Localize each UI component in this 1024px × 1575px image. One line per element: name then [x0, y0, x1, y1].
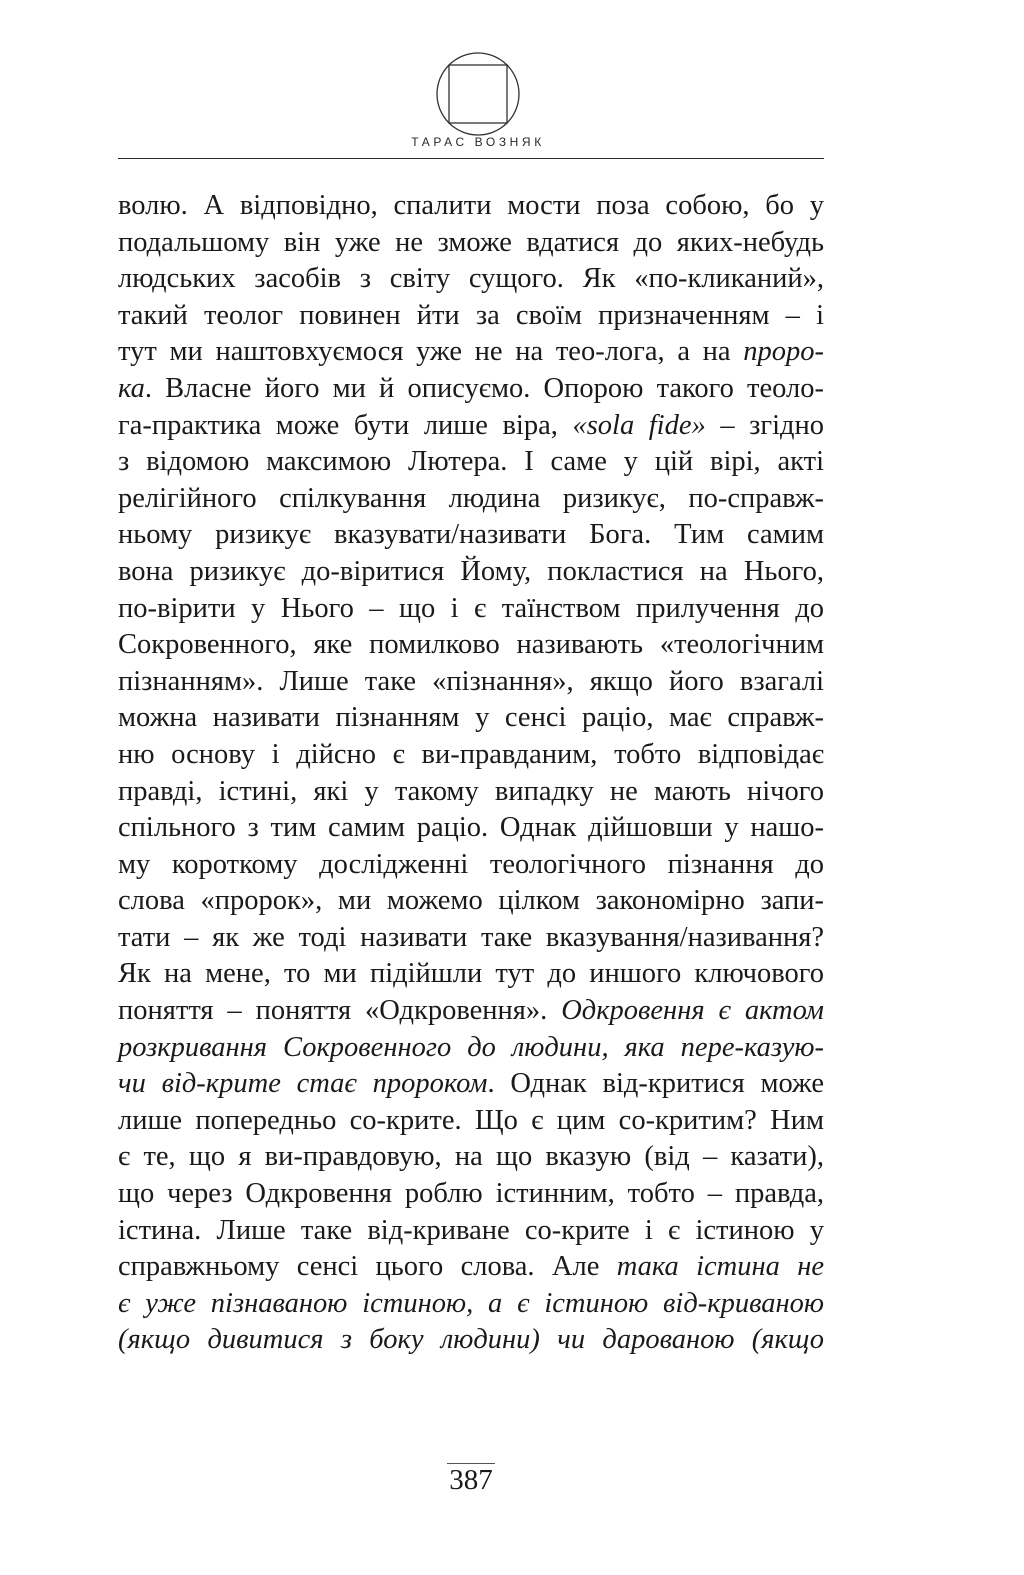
text-line [118, 554, 824, 591]
text-line [118, 737, 824, 774]
text-line [118, 1322, 824, 1359]
text-line [118, 591, 824, 628]
italic-text-span: чи від-крите стає пророком [118, 1068, 488, 1100]
text-span: що через Одкровення роблю істинним, тобто – правда, [118, 1178, 824, 1210]
text-line [118, 664, 824, 701]
text-span: правді, істині, які у такому випадку не мають нічого [118, 775, 824, 807]
italic-text-span: ка [118, 372, 145, 404]
text-line [118, 1286, 824, 1323]
text-line [118, 371, 824, 408]
text-line [118, 517, 824, 554]
text-span: є те, що я ви-правдовую, на що вказую (від – казати), [118, 1141, 824, 1173]
text-span: з відомою максимою Лютера. І саме у цій вірі, акті [118, 446, 824, 478]
text-line [118, 993, 824, 1030]
italic-text-span: «sola fide» [572, 409, 706, 441]
text-span: поняття – поняття «Одкровення». [118, 995, 562, 1027]
text-span: – згідно [705, 409, 824, 441]
text-line [118, 1213, 824, 1250]
text-span: справжньому сенсі цього слова. Але [118, 1251, 617, 1283]
header-rule [118, 158, 824, 159]
text-line [118, 920, 824, 957]
circle-square-emblem-icon [434, 50, 522, 138]
text-line [118, 261, 824, 298]
text-line [118, 1176, 824, 1213]
text-span: такий теолог повинен йти за своїм призначенням – і [118, 299, 824, 331]
page-number [0, 1463, 942, 1497]
text-span: тут ми наштовхуємося уже не на тео-лога, а на [118, 336, 744, 368]
text-line [118, 1103, 824, 1140]
text-span: ньому ризикує вказувати/називати Бога. Тим самим [118, 519, 824, 551]
text-span: подальшому він уже не зможе вдатися до яких-небудь [118, 226, 824, 258]
text-span: спільного з тим самим раціо. Однак дійшовши у нашо- [118, 812, 824, 844]
italic-text-span: є уже пізнаваною істиною, а є істиною від-криваною [118, 1287, 824, 1319]
text-span: істина. Лише таке від-криване со-крите і є істиною у [118, 1214, 824, 1246]
text-line [118, 481, 824, 518]
italic-text-span: розкривання Сокровенного до людини, яка пере-казую- [118, 1031, 824, 1063]
text-span: слова «пророк», ми можемо цілком закономірно запи- [118, 885, 824, 917]
text-span: лише попередньо со-крите. Що є цим со-критим? Ним [118, 1104, 824, 1136]
italic-text-span: Одкровення є актом [561, 995, 824, 1027]
text-span: вона ризикує до-віритися Йому, покластися на Нього, [118, 555, 824, 587]
text-line [118, 627, 824, 664]
text-line [118, 847, 824, 884]
text-line [118, 1249, 824, 1286]
text-line [118, 810, 824, 847]
text-span: му короткому дослідженні теологічного пізнання до [118, 848, 824, 880]
text-line [118, 956, 824, 993]
text-span: га-практика може бути лише віра, [118, 409, 573, 441]
text-span: по-вірити у Нього – що і є таїнством прилучення до [118, 592, 824, 624]
text-span: . Однак від-критися може [487, 1068, 824, 1100]
running-head-author: ТАРАС ВОЗНЯК [411, 135, 545, 149]
text-line [118, 1139, 824, 1176]
text-span: Сокровенного, яке помилково називають «теологічним [118, 629, 824, 661]
text-line [118, 188, 824, 225]
text-span: . Власне його ми й описуємо. Опорою такого теоло- [144, 372, 824, 404]
italic-text-span: (якщо дивитися з боку людини) чи дарованою (якщо [118, 1324, 824, 1356]
text-span: людських засобів з світу сущого. Як «по-кликаний», [118, 263, 824, 295]
text-line [118, 1066, 824, 1103]
italic-text-span: проро- [743, 336, 824, 368]
italic-text-span: така істина не [616, 1251, 824, 1283]
text-line [118, 225, 824, 262]
text-span: пізнанням». Лише таке «пізнання», якщо його взагалі [118, 665, 824, 697]
text-span: тати – як же тоді називати таке вказування/називання? [118, 921, 824, 953]
text-line [118, 774, 824, 811]
text-line [118, 700, 824, 737]
text-line [118, 334, 824, 371]
text-span: волю. А відповідно, спалити мости поза собою, бо у [118, 190, 824, 221]
text-span: Як на мене, то ми підійшли тут до иншого ключового [118, 958, 824, 990]
text-span: ню основу і дійсно є ви-правданим, тобто відповідає [118, 738, 824, 770]
text-line [118, 444, 824, 481]
body-text [118, 188, 824, 1359]
text-line [118, 1030, 824, 1067]
text-line [118, 298, 824, 335]
page-number-value: 387 [449, 1464, 493, 1496]
text-span: можна називати пізнанням у сенсі раціо, має справж- [118, 702, 824, 734]
text-span: релігійного спілкування людина ризикує, по-справж- [118, 482, 824, 514]
text-line [118, 408, 824, 445]
text-line [118, 883, 824, 920]
